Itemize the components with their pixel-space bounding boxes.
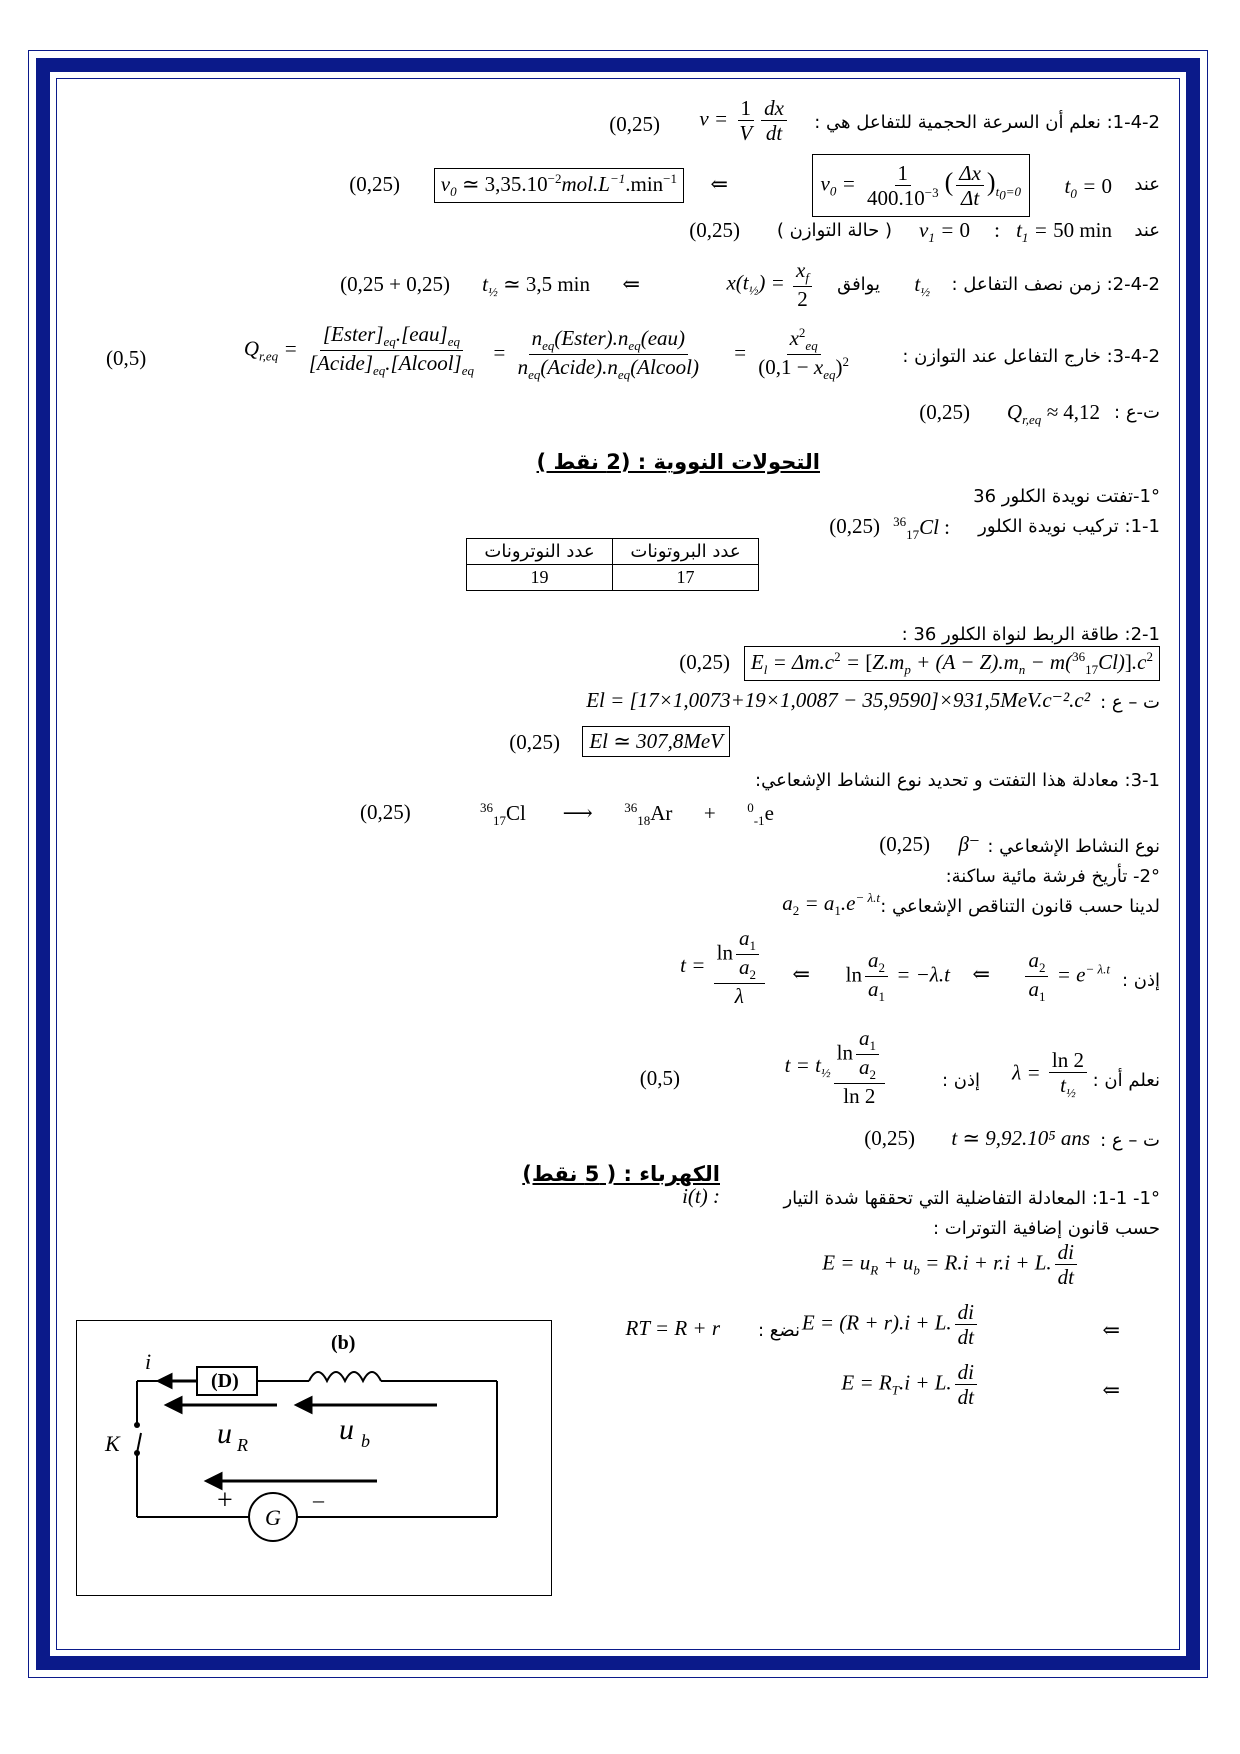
- switch-contact-2: [134, 1422, 140, 1428]
- age-result: t ≃ 9,92.10⁵ ans: [951, 1126, 1090, 1150]
- decay-equation: $^{36}_{17}$Cl ⟶ $^{36}_{18}$Ar + $^0_{-1}$e: [480, 800, 774, 829]
- implies-arrow-4: ⇐: [792, 962, 810, 986]
- nuclear-section-title: التحولات النووية : (2 نقط ): [536, 450, 820, 474]
- current-arrow: [159, 1375, 171, 1387]
- q2-4-2-points: (0,25 + 0,25): [340, 272, 450, 296]
- implies-arrow-6: ⇐: [1102, 1378, 1120, 1402]
- v0-row: [80, 161, 1160, 211]
- nuclear-q2: 2°- تأريخ فرشة مائية ساكنة:: [945, 866, 1160, 887]
- voltage-law: حسب قانون إضافية التوترات :: [933, 1218, 1160, 1239]
- decay-points: (0,25): [360, 800, 411, 824]
- decay-law-formula: $a_2 = a_1.e^{- \lambda.t}$: [782, 890, 880, 919]
- q3-4-2-row: [80, 322, 1160, 396]
- q1-4-2-points: (0,25): [609, 112, 660, 136]
- nuclear-q1: 1°-تفتت نويدة الكلور 36: [973, 486, 1160, 507]
- activity-value: β⁻: [958, 832, 980, 856]
- qr-concentration-formula: $Q_{r,eq}$ = $\frac{[Ester]_{eq}.[eau]_{eq}}{[Acide]_{eq}.[Alcool]_{eq}}$: [243, 322, 474, 379]
- switch-label: K: [105, 1431, 120, 1456]
- q2-4-2-row: [80, 258, 1160, 312]
- v1-points: (0,25): [689, 218, 740, 242]
- implies-arrow-5: ⇐: [1102, 1318, 1120, 1342]
- t1-value: $t_1 = 50$ min: [1016, 218, 1112, 246]
- plus-terminal: +: [217, 1485, 233, 1516]
- ur-arrow: [167, 1398, 181, 1412]
- age-label: ت – ع :: [1100, 1130, 1160, 1151]
- generator-label: G: [265, 1505, 281, 1530]
- equilibrium-note: ( حالة التوازن ): [776, 220, 892, 241]
- qr-points: (0,25): [919, 400, 970, 424]
- q1-4-2-label: 1-4-2: نعلم أن السرعة الحجمية للتفاعل هي :: [814, 112, 1160, 133]
- coil-symbol: [309, 1372, 381, 1381]
- we-set-label: نضع :: [758, 1320, 800, 1341]
- ratio-formula: $\frac{a_2}{a_1}$ = $e^{- \lambda.t}$: [1022, 948, 1110, 1005]
- q3-4-2-label: 3-4-2: خارج التفاعل عند التوازن :: [902, 346, 1160, 367]
- then-label: إذن :: [1121, 970, 1160, 991]
- x-half-formula: $x(t_{\frac{1}{2}})$ = $\frac{x_f}{2}$: [726, 258, 815, 311]
- nuclear-q1-1: 1-1: تركيب نويدة الكلور: [978, 516, 1160, 537]
- activity-label: نوع النشاط الإشعاعي :: [987, 836, 1160, 857]
- protons-value: 17: [613, 565, 759, 591]
- qr-result: $Q_{r,eq} \approx 4,12$: [1006, 400, 1100, 428]
- age-points: (0,25): [864, 1126, 915, 1150]
- q2-4-2-label: 2-4-2: زمن نصف التفاعل :: [951, 274, 1160, 295]
- v1-value: $v_1 = 0$: [919, 218, 970, 246]
- activity-points: (0,25): [879, 832, 930, 856]
- ln-formula: ln $\frac{a_2}{a_1}$ = −λ.t: [845, 948, 950, 1005]
- el-calc-label: ت – ع :: [1100, 692, 1160, 713]
- nuclear-q1-1-points: (0,25): [829, 514, 880, 538]
- qr-numeric-row: [80, 396, 1160, 436]
- v0-result-box: $v_0$ ≃ $3,35.10^{-2}mol.L^{-1}.\min^{-1}$: [434, 168, 684, 203]
- t-final-formula: $t = t_{\frac{1}{2}}$ ln $\frac{a_1}{a_2}$ ln 2: [785, 1026, 888, 1108]
- el-result-box: El ≃ 307,8MeV: [582, 726, 730, 757]
- el-result-points: (0,25): [509, 730, 560, 754]
- el-calc: El = [17×1,0073+19×1,0087 − 35,9590]×931,5MeV.c⁻².c²: [586, 688, 1090, 712]
- then2-label: إذن :: [941, 1070, 980, 1091]
- decay-law-label: لدينا حسب قانون التناقص الإشعاعي :: [880, 896, 1160, 917]
- coil-label: (b): [331, 1332, 356, 1354]
- t-half-symbol: $t_{\frac{1}{2}}$: [914, 272, 930, 300]
- rate-formula: v = $\frac{1}{V}$ $\frac{dx}{dt}$: [699, 96, 790, 145]
- cl36-symbol: $^{36}_{17}$Cl :: [893, 514, 950, 543]
- dipole-label: (D): [211, 1370, 239, 1392]
- implies-arrow-1: ⇐: [710, 172, 728, 196]
- current-label: i: [145, 1349, 152, 1374]
- nucleon-table: [466, 538, 759, 591]
- qr-moles-formula: = $\frac{n_{eq}(Ester).n_{eq}(eau)}{n_{eq}(Acide).n_{eq}(Alcool)}$: [492, 326, 699, 383]
- rl-circuit-diagram: [76, 1320, 552, 1596]
- t-half-result: $t_{\frac{1}{2}}$ ≃ 3,5 min: [482, 272, 590, 300]
- v0-formula-box: $v_0$ = $\frac{1}{400.10^{-3}}$ ( $\frac{\Delta x}{\Delta t}$ )$_{t_0=0}$: [812, 154, 1031, 217]
- binding-energy-points: (0,25): [679, 650, 730, 674]
- minus-terminal: –: [313, 1487, 324, 1512]
- nuclear-q3-1: 3-1: معادلة هذا التفتت و تحديد نوع النشاط الإشعاعي:: [755, 770, 1160, 791]
- rt-formula: RT = R + r: [625, 1316, 720, 1340]
- v0-points: (0,25): [349, 172, 400, 196]
- switch-contact-1: [134, 1450, 140, 1456]
- ub-sub: b: [361, 1431, 370, 1451]
- corresponds-label: يوافق: [837, 274, 880, 295]
- ub-label: u: [339, 1413, 354, 1446]
- v1-row: [80, 216, 1160, 256]
- grouped-formula: E = (R + r).i + L. $\frac{di}{dt}$: [802, 1300, 980, 1349]
- circuit-svg: [77, 1321, 551, 1595]
- q1-4-2-row: [80, 96, 1160, 146]
- t-formula: t = ln $\frac{a_1}{a_2}$ λ: [680, 926, 768, 1008]
- neutrons-header: عدد النوترونات: [467, 539, 613, 565]
- voltage-sum-formula: $E = u_R + u_b = R.i + r.i + L$. $\frac{di}{dt}$: [822, 1240, 1080, 1289]
- v1-label: عند: [1134, 220, 1160, 241]
- nuclear-q2-1: 2-1: طاقة الربط لنواة الكلور 36 :: [901, 624, 1160, 645]
- ur-label: u: [217, 1417, 232, 1450]
- binding-energy-formula: $E_l = \Delta m.c^2 = [Z.m_p + (A - Z).m_n - m(^{36}_{17}Cl)].c^2$: [744, 646, 1160, 681]
- implies-arrow-3: ⇐: [972, 962, 990, 986]
- ub-arrow: [297, 1398, 311, 1412]
- implies-arrow-2: ⇐: [622, 272, 640, 296]
- final-diff-eq: $E = R_T.i + L$. $\frac{di}{dt}$: [841, 1360, 980, 1409]
- neutrons-value: 19: [467, 565, 613, 591]
- numeric-label: ت-ع :: [1114, 402, 1160, 423]
- lambda-formula: λ = $\frac{\ln 2}{t_{\frac{1}{2}}}$: [1012, 1048, 1090, 1101]
- elec-q1-1: 1°- 1-1: المعادلة التفاضلية التي تحققها شدة التيار: [783, 1188, 1160, 1209]
- electricity-section-title: الكهرباء : ( 5 نقط): [522, 1162, 720, 1186]
- qr-xeq-formula: = $\frac{x^2_{eq}}{(0,1 - x_{eq})^2}$: [732, 325, 849, 383]
- we-know-label: نعلم أن :: [1092, 1070, 1160, 1091]
- colon: :: [994, 218, 1000, 242]
- ur-sub: R: [237, 1435, 248, 1455]
- protons-header: عدد البروتونات: [613, 539, 759, 565]
- elec-q1-1-var: i(t) :: [682, 1184, 720, 1208]
- v0-label: عند: [1134, 174, 1160, 195]
- t0-value: $t_0 = 0$: [1064, 174, 1112, 202]
- lambda-points: (0,5): [639, 1066, 680, 1090]
- q3-4-2-points: (0,5): [106, 346, 147, 370]
